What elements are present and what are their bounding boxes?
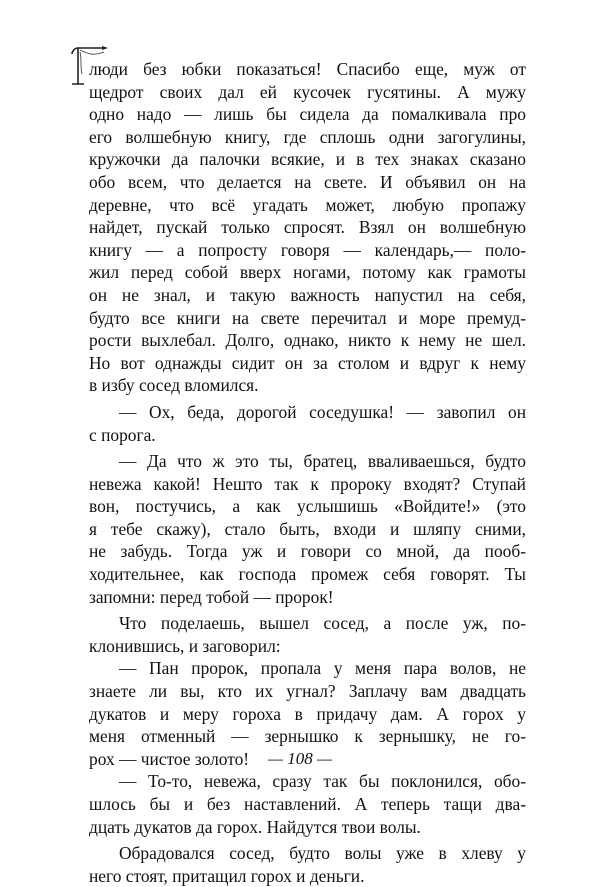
text-line: Но вот однажды сидит он за столом и вдруг к нему xyxy=(89,352,526,373)
text-line: знаете ли вы, кто их угнал? Заплачу вам двадцать xyxy=(89,681,526,702)
text-line: — Пан пророк, пропала у меня пара волов, не xyxy=(119,658,526,679)
text-line: книгу — а попросту говоря — календарь,— поло- xyxy=(89,239,526,260)
text-line: шлось бы и без наставлений. А теперь тащи два- xyxy=(89,794,526,814)
text-line: с порога. xyxy=(89,424,156,445)
text-line: люди без юбки показаться! Спасибо еще, муж от xyxy=(89,59,526,79)
text-line: вон, постучись, а как услышишь «Войдите!» (это xyxy=(89,496,526,517)
text-line: меня отменный — зернышко к зернышку, не го- xyxy=(89,726,526,747)
text-line: рох — чистое золото! xyxy=(89,748,250,769)
text-line: него стоят, притащил горох и деньги. xyxy=(89,865,365,886)
text-line: — То-то, невежа, сразу так бы поклонился, обо- xyxy=(119,771,526,792)
text-line: дцать дукатов да горох. Найдутся твои волы. xyxy=(89,816,421,837)
text-line: найдет, пускай только спросят. Взял он волшебную xyxy=(89,217,526,238)
page-number: — 108 — xyxy=(267,749,333,768)
text-line: рости выхлебал. Долго, однако, никто к нему не шел. xyxy=(89,330,526,351)
paragraph xyxy=(89,450,526,608)
text-line: в избу сосед вломился. xyxy=(89,375,259,396)
text-line: — Ох, беда, дорогой соседушка! — завопил он xyxy=(119,401,526,422)
text-line: невежа какой! Нешто так к пророку входят? Ступай xyxy=(89,473,526,494)
text-line: Обрадовался сосед, будто волы уже в хлеву у xyxy=(119,843,526,864)
text-line: я тебе скажу), стало быть, входи и шляпу сними, xyxy=(89,518,526,539)
paragraph xyxy=(89,401,526,446)
paragraph xyxy=(89,842,526,887)
paragraph xyxy=(89,612,526,657)
text-line: его волшебную книгу, где сплошь одни загогулины, xyxy=(89,126,526,147)
paragraph xyxy=(89,770,526,838)
text-line: кружочки да палочки всякие, и в тех знаках сказано xyxy=(89,149,526,170)
text-line: — Да что ж это ты, братец, вваливаешься, будто xyxy=(119,451,526,472)
text-line: клонившись, и заговорил: xyxy=(89,635,281,656)
text-line: деревне, что всё угадать может, любую пропажу xyxy=(89,194,526,215)
text-line: ходительнее, как господа промеж себя говорят. Ты xyxy=(89,564,526,585)
text-line: будто все книги на свете перечитал и море премуд- xyxy=(89,307,526,328)
text-line: не забудь. Тогда уж и говори со мной, да пооб- xyxy=(89,541,526,562)
text-line: обо всем, что делается на свете. И объявил он на xyxy=(89,171,526,192)
text-line: дукатов и меру гороха в придачу дам. А горох у xyxy=(89,703,526,724)
text-line: щедрот своих дал ей кусочек гусятины. А мужу xyxy=(89,81,526,102)
paragraph xyxy=(89,58,526,397)
text-line: запомни: перед тобой — пророк! xyxy=(89,586,334,607)
text-line: жил перед собой вверх ногами, потому как грамоты xyxy=(89,262,526,283)
text-line: одно надо — лишь бы сидела да помалкивала про xyxy=(89,104,526,125)
text-line: он не знал, и такую важность напустил на себя, xyxy=(89,284,526,305)
text-line: Что поделаешь, вышел сосед, а после уж, по- xyxy=(119,613,526,634)
